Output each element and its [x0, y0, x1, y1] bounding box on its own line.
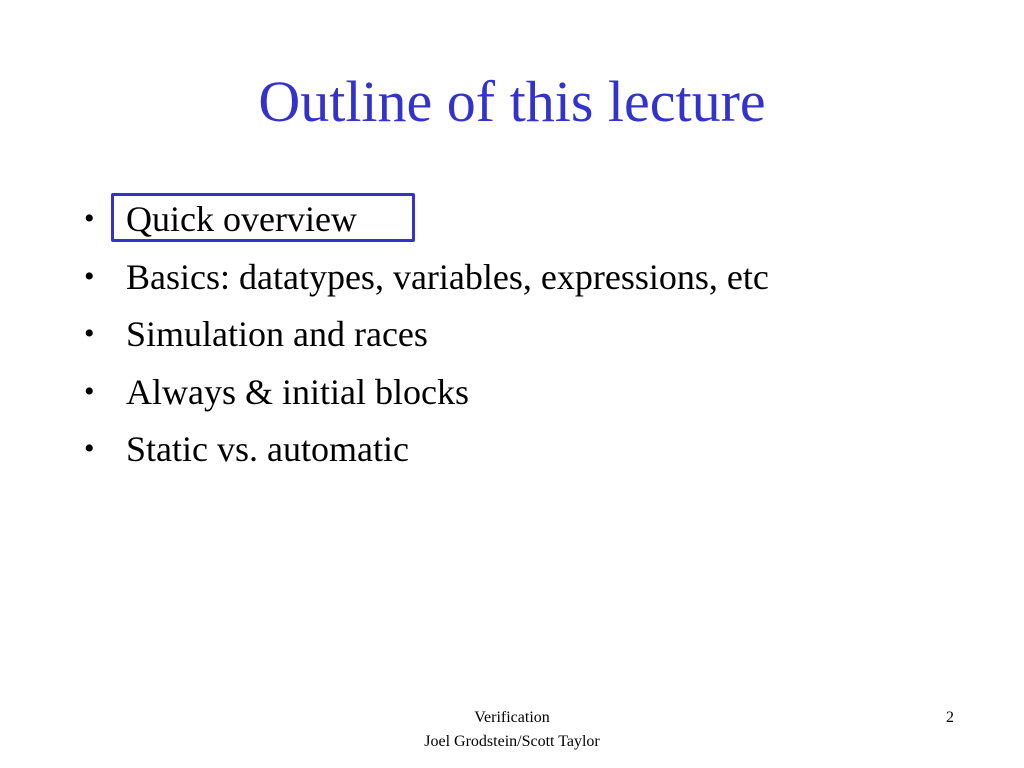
bullet-text: Simulation and races [126, 314, 428, 354]
bullet-text: Always & initial blocks [126, 371, 469, 412]
page-number: 2 [946, 709, 954, 726]
bullet-text: Basics: datatypes, variables, expressions, etc [126, 256, 769, 297]
footer-course-name: Verification [474, 709, 550, 726]
bullet-text: Quick overview [126, 199, 357, 239]
bullet-dot-icon: • [84, 432, 95, 465]
bullet-dot-icon: • [84, 374, 95, 408]
slide-title: Outline of this lecture [258, 69, 766, 134]
footer-authors: Joel Grodstein/Scott Taylor [424, 733, 600, 750]
bullet-dot-icon: • [84, 202, 95, 235]
bullet-text: Static vs. automatic [126, 429, 409, 469]
bullet-dot-icon: • [84, 317, 95, 350]
slide-footer [362, 706, 662, 754]
bullet-dot-icon: • [84, 259, 95, 293]
